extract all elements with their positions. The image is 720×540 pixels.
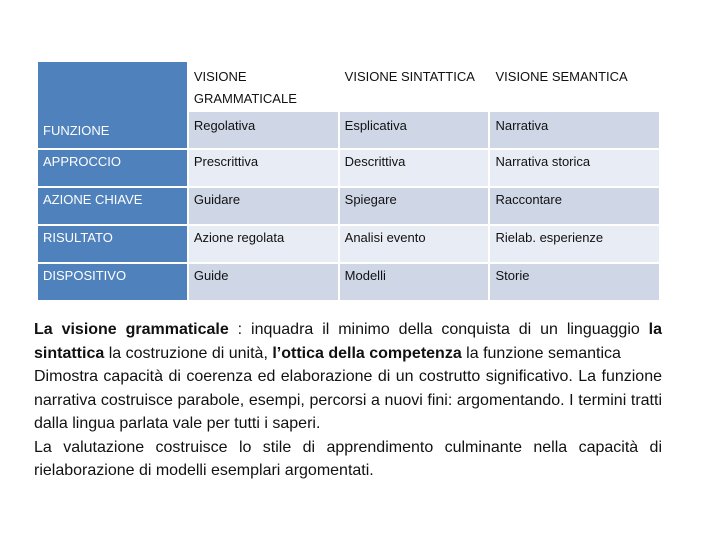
table-cell: Analisi evento (339, 225, 490, 263)
row-label: FUNZIONE (43, 123, 110, 138)
header-semantica: VISIONE SEMANTICA (489, 61, 660, 111)
table-cell: Modelli (339, 263, 490, 301)
table-cell: Raccontare (489, 187, 660, 225)
text-part: la costruzione di unità, (104, 344, 273, 362)
table-cell: Descrittiva (339, 149, 490, 187)
text-sentence: Dimostra capacità di coerenza ed elaborazione di un costrutto significativo. La funzione narrativa costruisce parabole, esempi, percorsi a nuovi fini: argomentando. I termini tratti dalla lingua parlata vale per tutti i saperi. (34, 368, 662, 432)
corner-cell (37, 61, 188, 149)
table-cell: Rielab. esperienze (489, 225, 660, 263)
header-sintattica: VISIONE SINTATTICA (339, 61, 490, 111)
table-cell: Regolativa (188, 111, 339, 149)
table-cell: Guidare (188, 187, 339, 225)
table-row (37, 187, 660, 225)
header-grammaticale: VISIONE GRAMMATICALE (188, 61, 339, 111)
table-cell: Prescrittiva (188, 149, 339, 187)
text-part: la funzione semantica (461, 344, 621, 362)
text-part: : inquadra il minimo della conquista di un linguaggio (228, 321, 649, 338)
table-cell: Guide (188, 263, 339, 301)
table-cell: Spiegare (339, 187, 490, 225)
table-cell: Storie (489, 263, 660, 301)
text-sentence: La valutazione costruisce lo stile di apprendimento culminante nella capacità di rielaborazione di modelli esemplari argomentati. (34, 438, 662, 479)
row-label: AZIONE CHIAVE (37, 187, 188, 225)
term-competenza: l’ottica della competenza (272, 344, 462, 362)
table-cell: Narrativa (489, 111, 660, 149)
row-label: RISULTATO (37, 225, 188, 263)
table-cell: Esplicativa (339, 111, 490, 149)
row-label: APPROCCIO (37, 149, 188, 187)
table-row (37, 225, 660, 263)
description-text (34, 318, 662, 483)
row-label: DISPOSITIVO (37, 263, 188, 301)
table-cell: Narrativa storica (489, 149, 660, 187)
table-row (37, 149, 660, 187)
table-row (37, 263, 660, 301)
table-cell: Azione regolata (188, 225, 339, 263)
term-sintattica: la sintattica (34, 321, 663, 362)
header-row (37, 61, 660, 111)
comparison-table (36, 60, 661, 302)
term-grammaticale: La visione grammaticale (34, 321, 229, 338)
